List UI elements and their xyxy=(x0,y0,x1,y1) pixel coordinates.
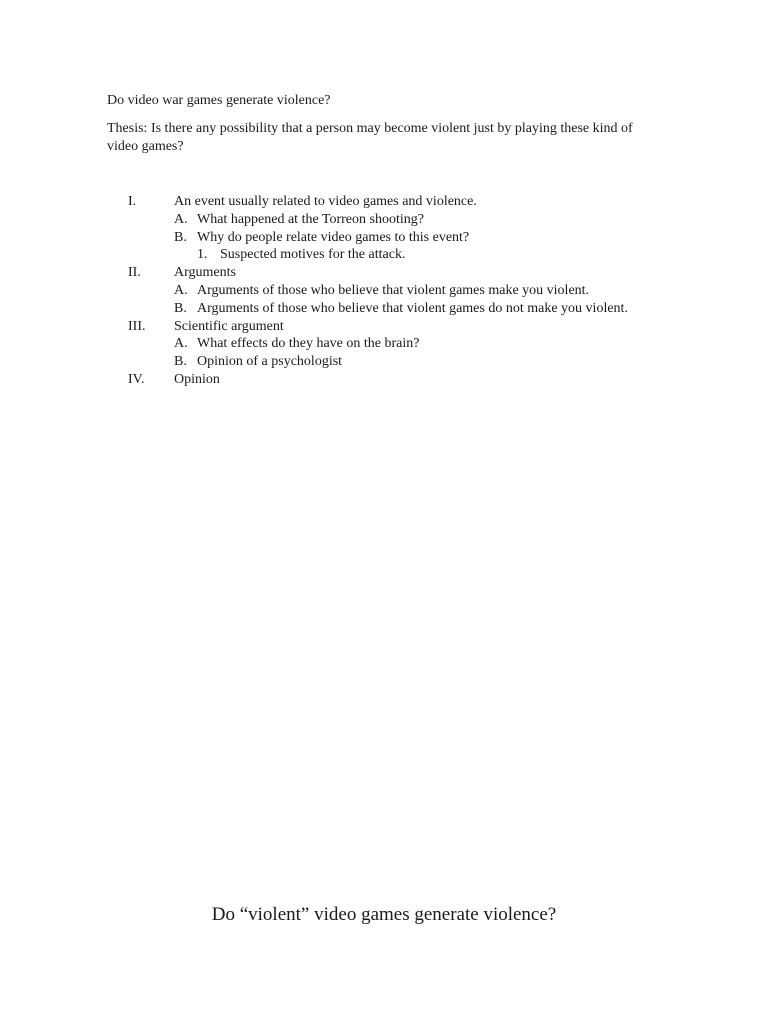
outline-marker: II. xyxy=(128,265,141,281)
outline-item xyxy=(128,211,688,229)
outline-text: Arguments of those who believe that violent games make you violent. xyxy=(197,282,590,298)
outline-marker: III. xyxy=(128,318,146,334)
outline-marker: A. xyxy=(174,336,188,352)
outline-item xyxy=(128,282,688,300)
outline-text: What effects do they have on the brain? xyxy=(197,336,420,352)
outline-text: Why do people relate video games to this event? xyxy=(197,229,470,245)
outline-item xyxy=(128,193,688,211)
outline-item xyxy=(128,335,688,353)
footer-title: Do “violent” video games generate violence? xyxy=(211,904,557,925)
outline-item xyxy=(128,353,688,371)
outline-marker: IV. xyxy=(128,371,145,387)
outline-marker: 1. xyxy=(197,247,208,263)
outline-text: An event usually related to video games and violence. xyxy=(174,194,477,209)
outline-item xyxy=(128,229,688,247)
outline-marker: A. xyxy=(174,211,188,227)
outline-text: Opinion of a psychologist xyxy=(197,354,343,370)
outline-marker: B. xyxy=(174,300,187,316)
outline-marker: I. xyxy=(128,194,137,209)
document-title: Do video war games generate violence? xyxy=(107,93,331,108)
outline-text: Arguments xyxy=(174,265,236,281)
outline-text: Scientific argument xyxy=(174,318,284,334)
outline-item xyxy=(128,246,688,264)
outline-item xyxy=(128,371,688,389)
outline-marker: B. xyxy=(174,354,187,370)
outline-item xyxy=(128,300,688,318)
outline xyxy=(128,193,688,389)
outline-text: Arguments of those who believe that violent games do not make you violent. xyxy=(197,300,628,316)
outline-marker: B. xyxy=(174,229,187,245)
outline-item xyxy=(128,318,688,336)
outline-marker: A. xyxy=(174,282,188,298)
outline-text: Suspected motives for the attack. xyxy=(220,247,406,263)
outline-text: Opinion xyxy=(174,371,220,387)
outline-item xyxy=(128,264,688,282)
thesis-statement: Thesis: Is there any possibility that a person may become violent just by playing these kind of video games? xyxy=(107,121,633,154)
outline-text: What happened at the Torreon shooting? xyxy=(197,211,424,227)
